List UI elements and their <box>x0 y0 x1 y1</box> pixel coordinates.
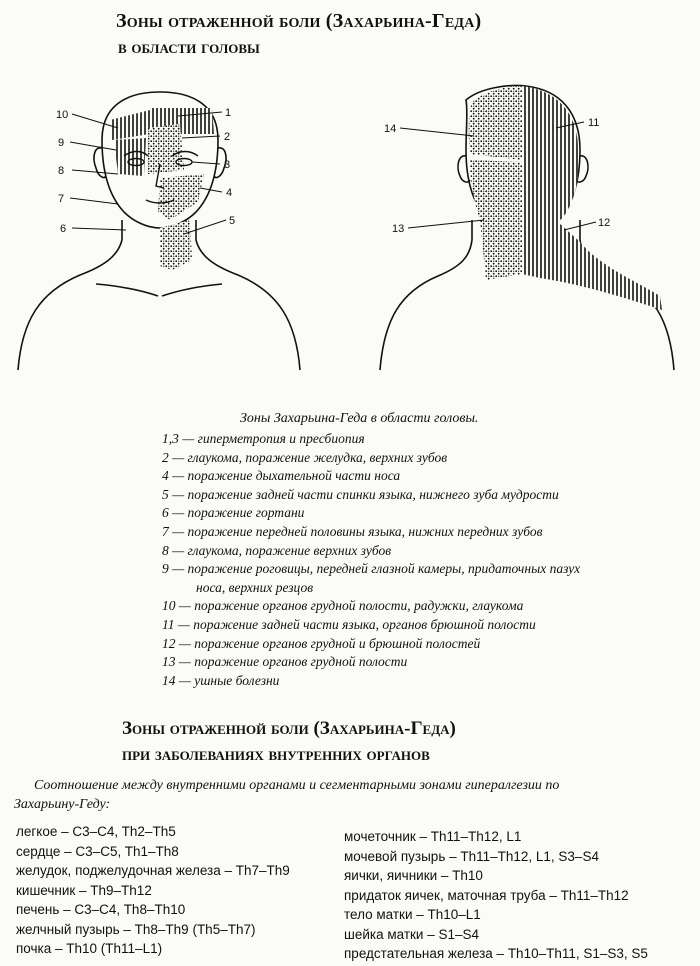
organ-row: шейка матки – S1–S4 <box>344 926 480 942</box>
label-8: 8 <box>58 165 65 177</box>
legend-list <box>162 430 580 690</box>
label-9: 9 <box>58 137 65 149</box>
legend-item: 5 — поражение задней части спинки языка, нижнего зуба мудрости <box>162 486 559 502</box>
legend-item-continuation: носа, верхних резцов <box>196 579 314 595</box>
label-5: 5 <box>229 215 236 227</box>
zone-10-forehead-left <box>110 110 150 140</box>
label-11: 11 <box>588 117 600 129</box>
label-1: 1 <box>225 107 232 119</box>
legend-item: 4 — поражение дыхательной части носа <box>162 468 401 484</box>
legend-item: 13 — поражение органов грудной полости <box>162 654 408 670</box>
zone-13-neck-left <box>470 160 522 280</box>
figure-caption: Зоны Захарьина-Геда в области головы. <box>240 411 479 426</box>
legend-item: 6 — поражение гортани <box>162 505 305 521</box>
organ-row: печень – C3–C4, Th8–Th10 <box>16 902 186 917</box>
page-subtitle: в области головы <box>118 37 260 58</box>
legend-item: 2 — глаукома, поражение желудка, верхних зубов <box>162 449 448 465</box>
label-4: 4 <box>226 187 233 199</box>
label-12: 12 <box>598 217 611 229</box>
zone-14-back-left-head <box>469 86 522 160</box>
label-2: 2 <box>224 131 231 143</box>
organ-row: почка – Th10 (Th11–L1) <box>16 941 163 956</box>
organ-row: мочеточник – Th11–Th12, L1 <box>344 829 522 844</box>
label-6: 6 <box>60 223 67 235</box>
organ-row: мочевой пузырь – Th11–Th12, L1, S3–S4 <box>344 848 599 864</box>
organ-row: яички, яичники – Th10 <box>344 868 483 883</box>
label-3: 3 <box>224 159 231 171</box>
label-14: 14 <box>384 123 397 135</box>
section-subtitle: при заболеваниях внутренних органов <box>122 744 430 765</box>
section-title: Зоны отраженной боли (Захарьина-Геда) <box>122 718 456 739</box>
legend-item: 10 — поражение органов грудной полости, радужки, глаукома <box>162 598 524 614</box>
organ-row: желчный пузырь – Th8–Th9 (Th5–Th7) <box>16 921 256 937</box>
zone-2-temple <box>148 124 184 174</box>
legend-item: 12 — поражение органов грудной и брюшной полостей <box>162 635 481 651</box>
label-7: 7 <box>58 193 65 205</box>
head-zones-figure <box>0 70 700 400</box>
zone-9-cheek-left <box>114 138 146 176</box>
organ-row: тело матки – Th10–L1 <box>344 907 481 922</box>
legend-item: 1,3 — гиперметропия и пресбиопия <box>162 431 365 446</box>
zone-4-nose-jaw <box>158 174 204 220</box>
legend-item: 7 — поражение передней половины языка, нижних передних зубов <box>162 523 543 539</box>
legend-item: 11 — поражение задней части языка, органов брюшной полости <box>162 616 536 632</box>
organ-row: сердце – C3–C5, Th1–Th8 <box>16 843 179 859</box>
organ-row: предстательная железа – Th10–Th11, S1–S3, S5 <box>344 946 648 961</box>
intro-text-continuation: Захарьину-Геду: <box>14 797 111 812</box>
organ-row: желудок, поджелудочная железа – Th7–Th9 <box>16 863 290 878</box>
organ-list-right <box>344 827 648 964</box>
zone-11-back-right-head <box>522 86 578 178</box>
label-10: 10 <box>56 109 69 121</box>
legend-item: 14 — ушные болезни <box>162 672 280 688</box>
label-13: 13 <box>392 223 405 235</box>
legend-item: 9 — поражение роговицы, передней глазной камеры, придаточных пазух <box>162 561 581 577</box>
legend-item: 8 — глаукома, поражение верхних зубов <box>162 542 392 558</box>
intro-text: Соотношение между внутренними органами и сегментарными зонами гипералгезии по <box>34 778 560 793</box>
page-title: Зоны отраженной боли (Захарьина-Геда) <box>116 10 482 32</box>
zone-5-neck <box>160 220 192 270</box>
organ-row: придаток яичек, маточная труба – Th11–Th12 <box>344 887 629 903</box>
organ-row: кишечник – Th9–Th12 <box>16 882 152 898</box>
organ-row: легкое – C3–C4, Th2–Th5 <box>16 824 176 839</box>
organ-list-left <box>16 822 290 959</box>
zone-12-neck-shoulder <box>522 178 662 310</box>
